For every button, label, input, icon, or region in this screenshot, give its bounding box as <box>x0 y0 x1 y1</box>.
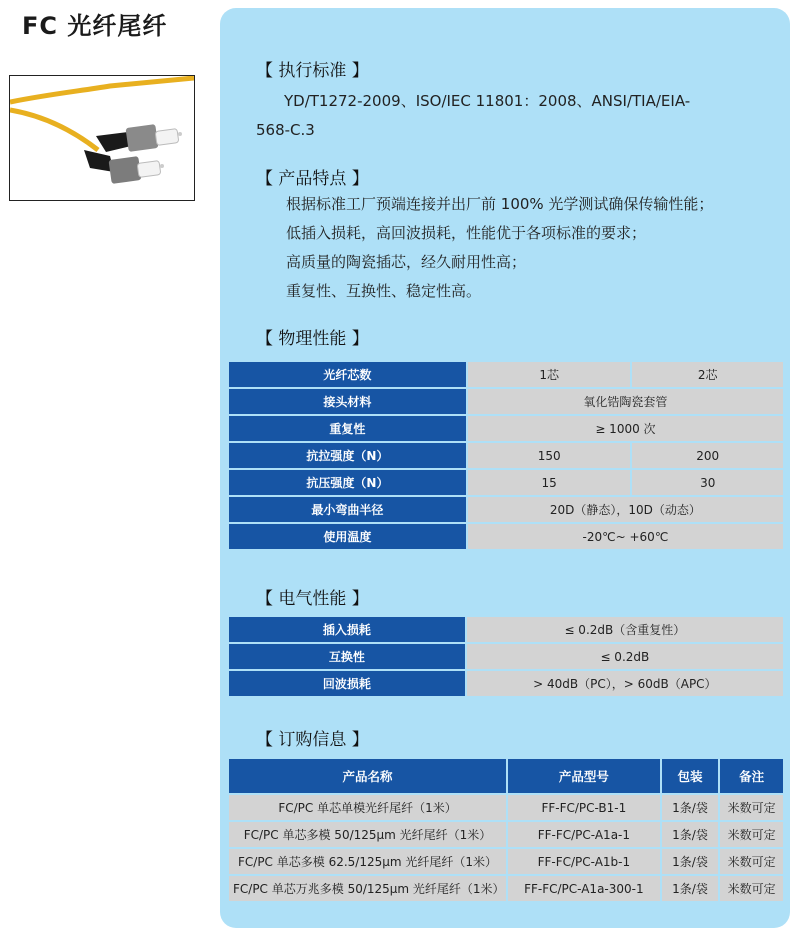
standard-line-1: YD/T1272-2009、ISO/IEC 11801：2008、ANSI/TIA/EIA- <box>284 92 691 110</box>
table-row <box>229 644 783 669</box>
product-model-cell: FF-FC/PC-A1a-300-1 <box>508 876 660 901</box>
column-header: 产品型号 <box>508 759 660 793</box>
row-value: ≤ 0.2dB（含重复性） <box>467 617 783 642</box>
row-value: 20D（静态），10D（动态） <box>468 497 783 522</box>
section-standard-heading: 【 执行标准 】 <box>256 61 369 81</box>
product-model-cell: FF-FC/PC-A1a-1 <box>508 822 660 847</box>
product-model-cell: FF-FC/PC-B1-1 <box>508 795 660 820</box>
table-row <box>229 362 783 387</box>
standard-line-2: 568-C.3 <box>256 121 315 139</box>
table-row <box>229 671 783 696</box>
feature-item: 高质量的陶瓷插芯，经久耐用性高； <box>286 253 527 271</box>
row-label: 抗拉强度（N） <box>229 443 466 468</box>
row-label: 接头材料 <box>229 389 466 414</box>
row-value: 150 <box>468 443 631 468</box>
package-cell: 1条/袋 <box>662 822 719 847</box>
fiber-patch-cord-image <box>9 75 195 201</box>
section-features-heading: 【 产品特点 】 <box>256 169 369 189</box>
product-model-cell: FF-FC/PC-A1b-1 <box>508 849 660 874</box>
table-row <box>229 497 783 522</box>
page-title: FC 光纤尾纤 <box>22 12 168 40</box>
feature-item: 根据标准工厂预端连接并出厂前 100% 光学测试确保传输性能； <box>286 195 714 213</box>
table-row <box>229 470 783 495</box>
table-row <box>229 876 783 901</box>
row-value: 1芯 <box>468 362 631 387</box>
row-value: 2芯 <box>632 362 783 387</box>
table-row <box>229 822 783 847</box>
row-label: 抗压强度（N） <box>229 470 466 495</box>
product-name-cell: FC/PC 单芯单模光纤尾纤（1米） <box>229 795 506 820</box>
ordering-table <box>227 757 785 903</box>
product-name-cell: FC/PC 单芯多模 50/125μm 光纤尾纤（1米） <box>229 822 506 847</box>
column-header: 产品名称 <box>229 759 506 793</box>
row-label: 插入损耗 <box>229 617 465 642</box>
feature-item: 低插入损耗，高回波损耗，性能优于各项标准的要求； <box>286 224 647 242</box>
row-value: > 40dB（PC），> 60dB（APC） <box>467 671 783 696</box>
row-value: -20℃~ +60℃ <box>468 524 783 549</box>
table-row <box>229 389 783 414</box>
row-value: ≤ 0.2dB <box>467 644 783 669</box>
feature-item: 重复性、互换性、稳定性高。 <box>286 282 482 300</box>
package-cell: 1条/袋 <box>662 795 719 820</box>
table-row <box>229 617 783 642</box>
table-row <box>229 795 783 820</box>
section-electrical-heading: 【 电气性能 】 <box>256 589 369 609</box>
row-value: 30 <box>632 470 783 495</box>
table-row <box>229 416 783 441</box>
physical-table <box>227 360 785 551</box>
row-label: 回波损耗 <box>229 671 465 696</box>
product-name-cell: FC/PC 单芯多模 62.5/125μm 光纤尾纤（1米） <box>229 849 506 874</box>
table-row <box>229 443 783 468</box>
column-header: 包装 <box>662 759 719 793</box>
table-header-row <box>229 759 783 793</box>
row-label: 最小弯曲半径 <box>229 497 466 522</box>
note-cell: 米数可定 <box>720 849 783 874</box>
row-value: 200 <box>632 443 783 468</box>
table-row <box>229 849 783 874</box>
table-row <box>229 524 783 549</box>
row-label: 光纤芯数 <box>229 362 466 387</box>
row-value: 15 <box>468 470 631 495</box>
electrical-table <box>227 615 785 698</box>
features-list <box>286 190 713 306</box>
section-physical-heading: 【 物理性能 】 <box>256 329 369 349</box>
section-ordering-heading: 【 订购信息 】 <box>256 730 369 750</box>
row-label: 互换性 <box>229 644 465 669</box>
product-name-cell: FC/PC 单芯万兆多模 50/125μm 光纤尾纤（1米） <box>229 876 506 901</box>
package-cell: 1条/袋 <box>662 849 719 874</box>
package-cell: 1条/袋 <box>662 876 719 901</box>
note-cell: 米数可定 <box>720 822 783 847</box>
note-cell: 米数可定 <box>720 795 783 820</box>
column-header: 备注 <box>720 759 783 793</box>
row-value: 氧化锆陶瓷套管 <box>468 389 783 414</box>
row-value: ≥ 1000 次 <box>468 416 783 441</box>
row-label: 使用温度 <box>229 524 466 549</box>
row-label: 重复性 <box>229 416 466 441</box>
note-cell: 米数可定 <box>720 876 783 901</box>
